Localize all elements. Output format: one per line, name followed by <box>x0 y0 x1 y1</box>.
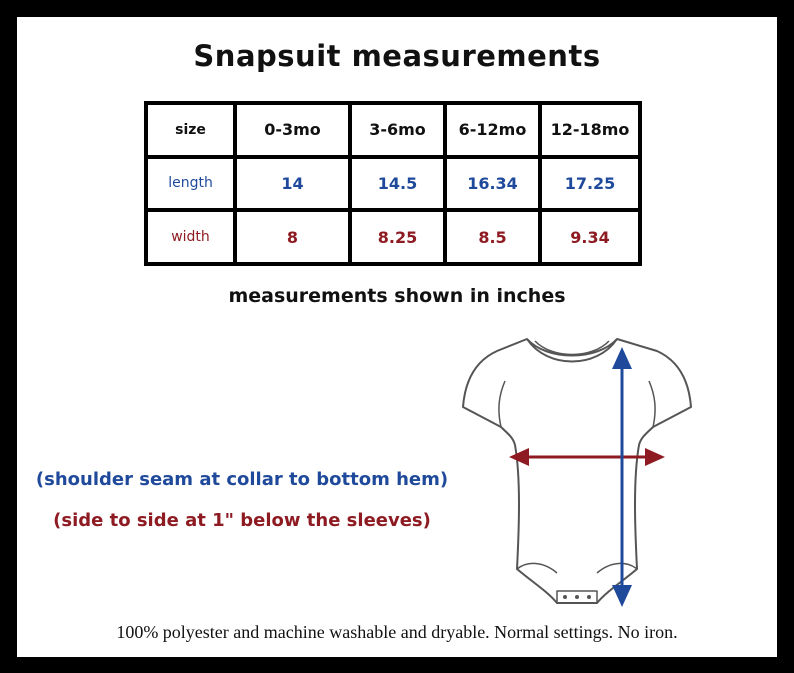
table-cell: 16.34 <box>445 157 540 211</box>
table-cell: 9.34 <box>540 210 640 264</box>
table-cell: 8 <box>235 210 350 264</box>
table-header-cell: 12-18mo <box>540 103 640 157</box>
row-label-length: length <box>146 157 235 211</box>
table-header-row <box>146 103 640 157</box>
chart-title: Snapsuit measurements <box>193 39 601 73</box>
length-caption: (shoulder seam at collar to bottom hem) <box>35 469 449 490</box>
size-chart-frame <box>17 17 777 657</box>
table-cell: 17.25 <box>540 157 640 211</box>
bodysuit-outline-icon <box>457 329 697 614</box>
units-note: measurements shown in inches <box>228 285 566 307</box>
table-row-length <box>146 157 640 211</box>
size-table <box>144 101 642 266</box>
table-header-cell: size <box>146 103 235 157</box>
table-header-cell: 6-12mo <box>445 103 540 157</box>
table-header-cell: 0-3mo <box>235 103 350 157</box>
table-header-cell: 3-6mo <box>350 103 445 157</box>
row-label-width: width <box>146 210 235 264</box>
table-cell: 8.25 <box>350 210 445 264</box>
care-instructions: 100% polyester and machine washable and dryable. Normal settings. No iron. <box>116 622 678 642</box>
table-cell: 14.5 <box>350 157 445 211</box>
table-cell: 14 <box>235 157 350 211</box>
table-row-width <box>146 210 640 264</box>
width-caption: (side to side at 1" below the sleeves) <box>53 510 431 531</box>
table-cell: 8.5 <box>445 210 540 264</box>
